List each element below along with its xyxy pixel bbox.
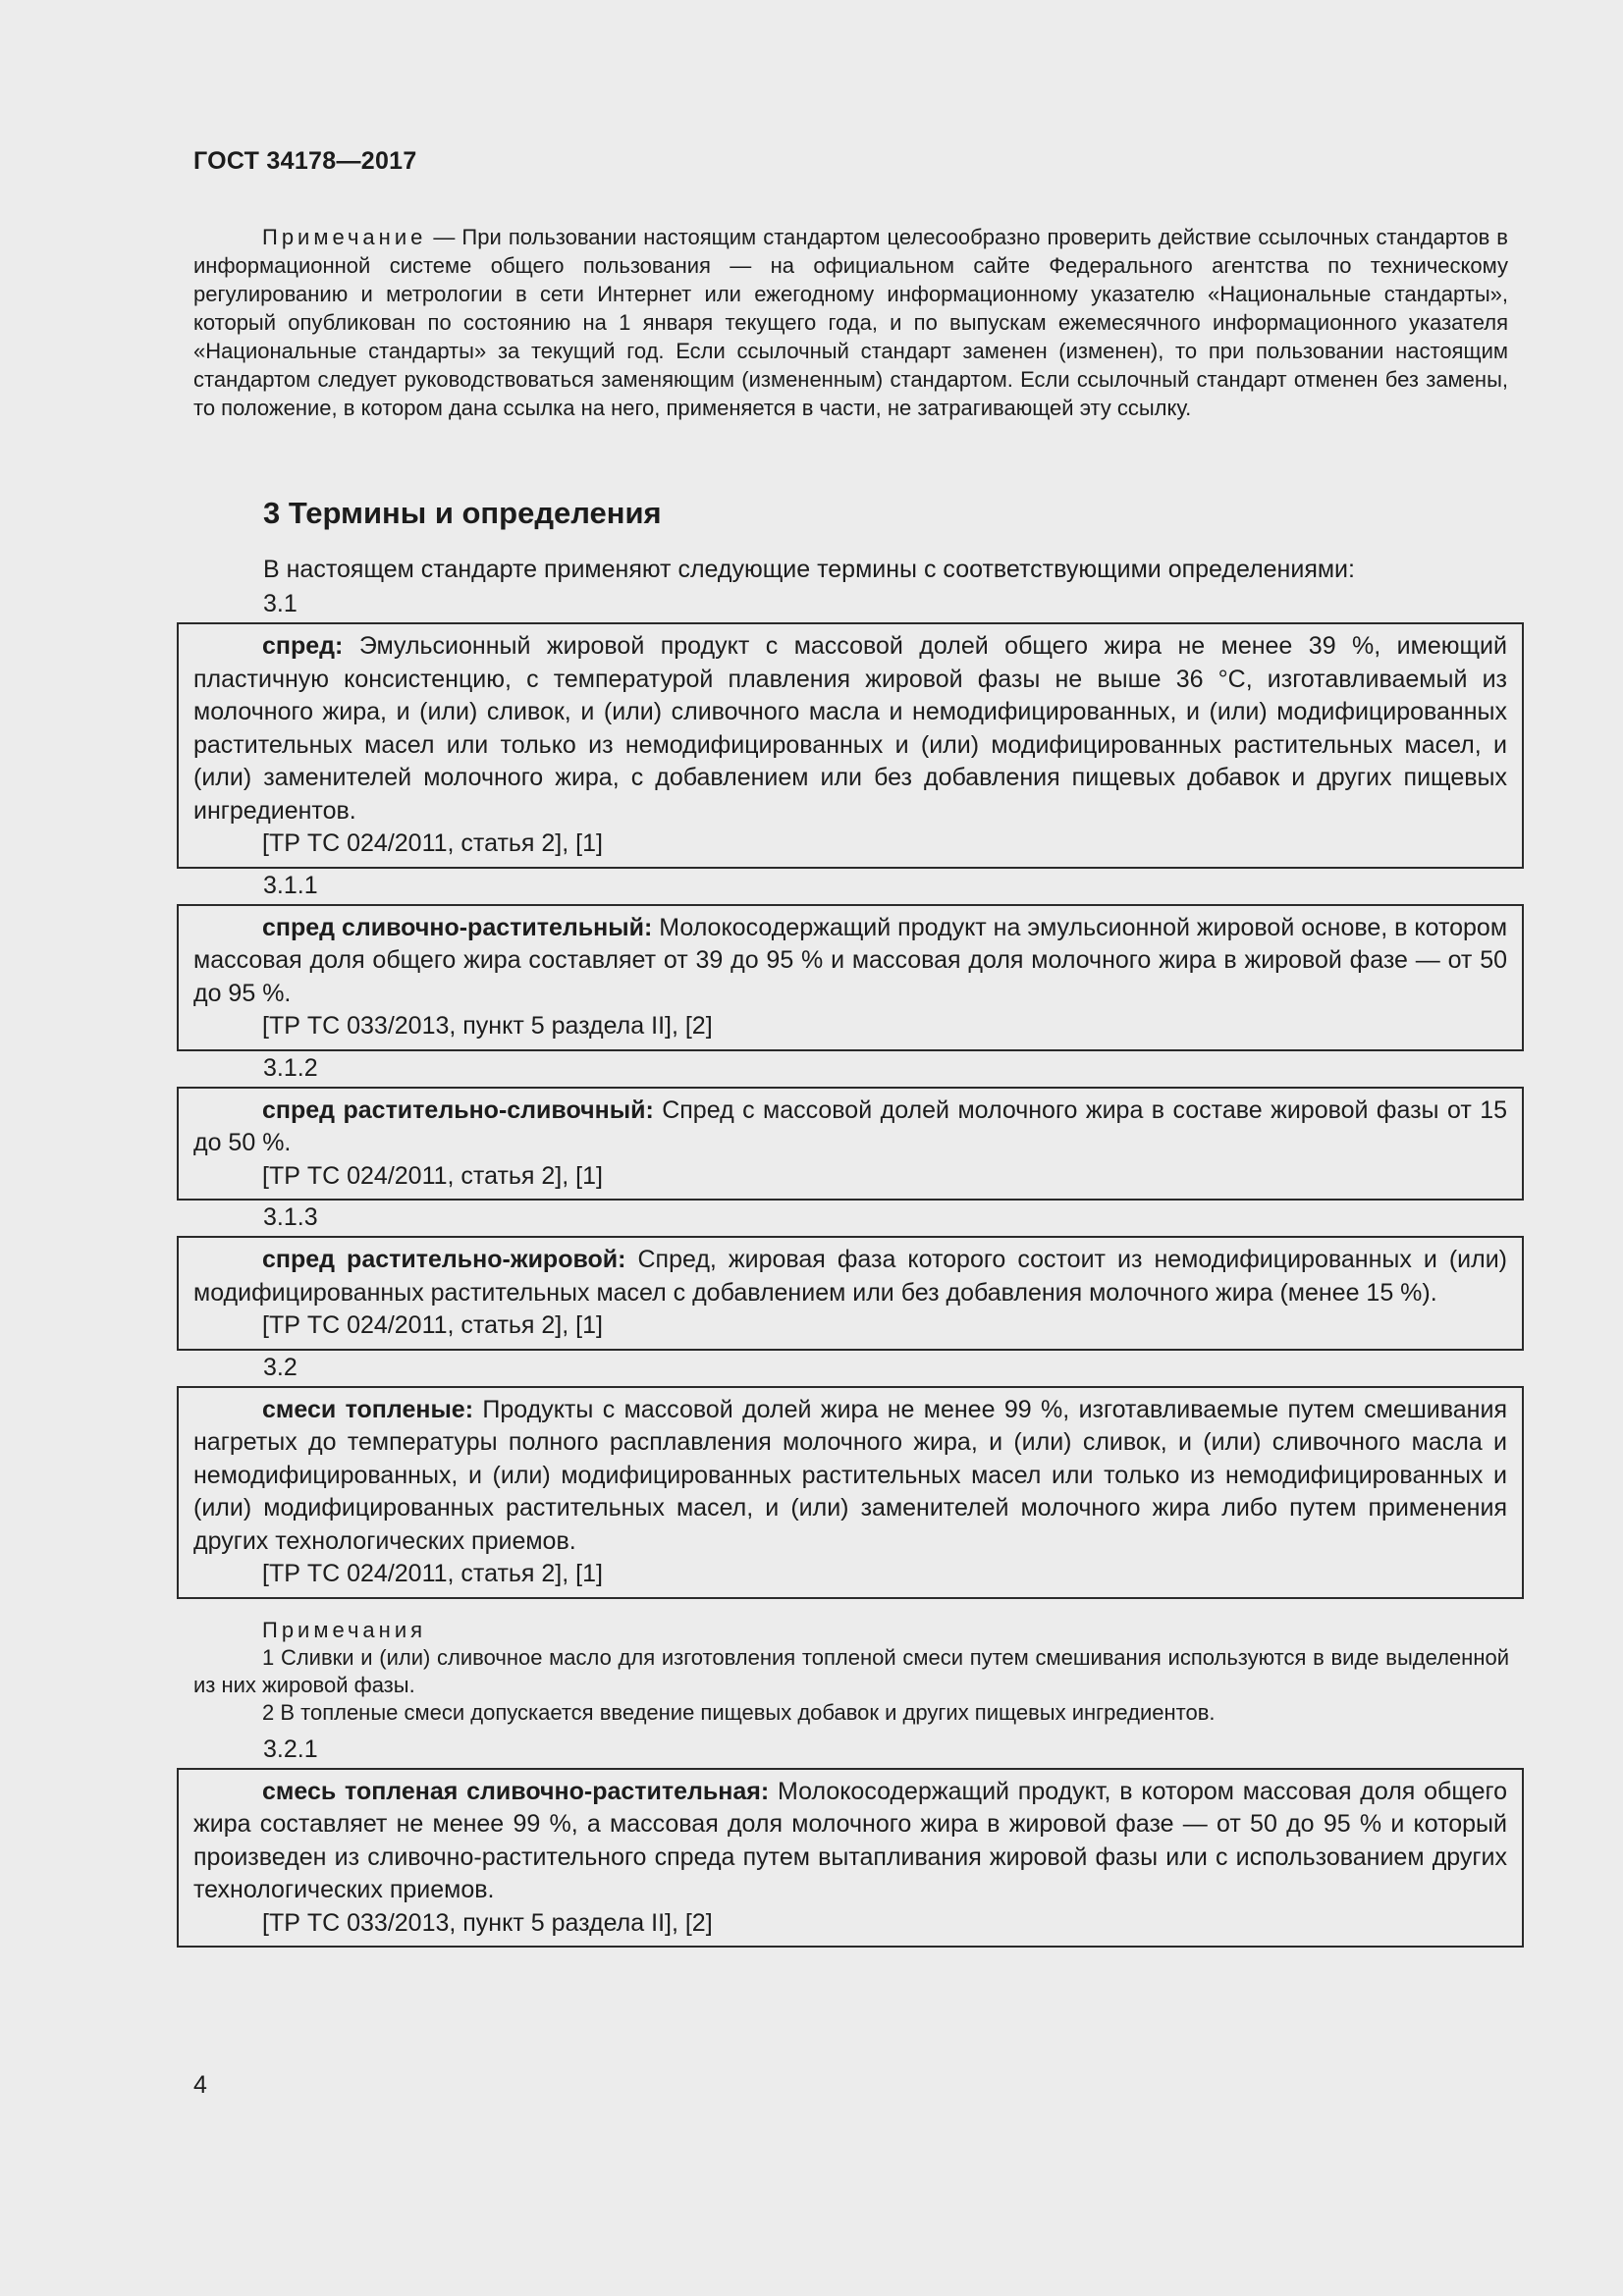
reference-note <box>193 223 1508 422</box>
term-number: 3.1.3 <box>263 1203 318 1232</box>
term-definition: Продукты с массовой долей жира не менее 99 %, изготавливаемые путем смешивания нагретых до температуры полного расплавления молочного жира, и (или) сливок, и (или) сливочного масла и немодифицированных, и (или) модифицированных растительных масел или только из немодифицированных и (или) модифицированных растительных масел, и (или) заменителей молочного жира либо путем применения других технологических приемов. <box>193 1395 1507 1555</box>
notes-label: Примечания <box>262 1617 427 1642</box>
term-name: спред растительно-жировой: <box>262 1246 626 1273</box>
note-label: Примечание <box>262 225 427 249</box>
term-name: спред растительно-сливочный: <box>262 1095 654 1124</box>
notes-block <box>177 1599 1524 1733</box>
section-intro: В настоящем стандарте применяют следующие термины с соответствующими определениями: <box>263 556 1355 583</box>
term-source: [ТР ТС 024/2011, статья 2], [1] <box>262 1311 603 1339</box>
term-name: спред сливочно-растительный: <box>262 913 653 941</box>
term-name: смесь топленая сливочно-растительная: <box>262 1777 770 1805</box>
note-text: — При пользовании настоящим стандартом целесообразно проверить действие ссылочных стандартов в информационной системе общего пользования — на официальном сайте Федерального агентства по техническому регулированию и метрологии в сети Интернет или ежегодному информационному указателю «Национальные стандарты», который опубликован по состоянию на 1 января текущего года, и по выпускам ежемесячного информационного указателя «Национальные стандарты» за текущий год. Если ссылочный стандарт заменен (изменен), то при пользовании настоящим стандартом следует руководствоваться заменяющим (измененным) стандартом. Если ссылочный стандарт отменен без замены, то положение, в котором дана ссылка на него, применяется в части, не затрагивающей эту ссылку. <box>193 225 1508 420</box>
term-number: 3.1 <box>263 590 298 618</box>
term-source: [ТР ТС 024/2011, статья 2], [1] <box>262 1161 603 1190</box>
terms-list <box>177 587 1524 1948</box>
term-definition: Спред с массовой долей молочного жира в составе жировой фазы от 15 до 50 %. <box>193 1095 1508 1156</box>
term-number: 3.1.2 <box>263 1053 318 1082</box>
term-number: 3.2 <box>263 1353 298 1381</box>
term-number: 3.1.1 <box>263 871 318 899</box>
term-definition: Спред, жировая фаза которого состоит из немодифицированных и (или) модифицированных растительных масел с добавлением или без добавления молочного жира (менее 15 %). <box>193 1246 1507 1307</box>
term-name: спред: <box>262 632 344 660</box>
term-definition: Эмульсионный жировой продукт с массовой долей общего жира не менее 39 %, имеющий пластичную консистенцию, с температурой плавления жировой фазы не выше 36 °С, изготавливаемый из молочного жира, и (или) сливок, и (или) сливочного масла и немодифицированных, и (или) модифицированных растительных масел или только из немодифицированных и (или) модифицированных растительных масел, и (или) заменителей молочного жира, с добавлением или без добавления пищевых добавок и других пищевых ингредиентов. <box>193 632 1507 825</box>
term-box <box>177 1768 1524 1949</box>
term-name: смеси топленые: <box>262 1395 474 1423</box>
note-item: 1 Сливки и (или) сливочное масло для изготовления топленой смеси путем смешивания используются в виде выделенной из них жировой фазы. <box>193 1644 1509 1697</box>
term-number: 3.2.1 <box>263 1735 318 1763</box>
term-source: [ТР ТС 024/2011, статья 2], [1] <box>262 1560 603 1587</box>
term-definition: Молокосодержащий продукт, в котором массовая доля общего жира составляет не менее 99 %, а массовая доля молочного жира в жировой фазе — от 50 до 95 % и который произведен из сливочно-растительного спреда путем вытапливания жировой фазы или с использованием других технологических приемов. <box>193 1777 1508 1903</box>
term-source: [ТР ТС 024/2011, статья 2], [1] <box>262 829 603 857</box>
document-code: ГОСТ 34178—2017 <box>193 147 417 175</box>
term-box <box>177 904 1524 1051</box>
section-title: 3 Термины и определения <box>263 496 662 530</box>
term-box <box>177 1087 1524 1201</box>
page-number: 4 <box>193 2071 207 2099</box>
term-box <box>177 622 1524 869</box>
term-definition: Молокосодержащий продукт на эмульсионной жировой основе, в котором массовая доля общего жира составляет от 39 до 95 % и массовая доля молочного жира в жировой фазе — от 50 до 95 %. <box>193 913 1508 1007</box>
term-box <box>177 1386 1524 1599</box>
term-source: [ТР ТС 033/2013, пункт 5 раздела II], [2] <box>262 1012 713 1040</box>
term-box <box>177 1236 1524 1351</box>
note-item: 2 В топленые смеси допускается введение пищевых добавок и других пищевых ингредиентов. <box>262 1699 1216 1725</box>
term-source: [ТР ТС 033/2013, пункт 5 раздела II], [2] <box>262 1908 713 1937</box>
